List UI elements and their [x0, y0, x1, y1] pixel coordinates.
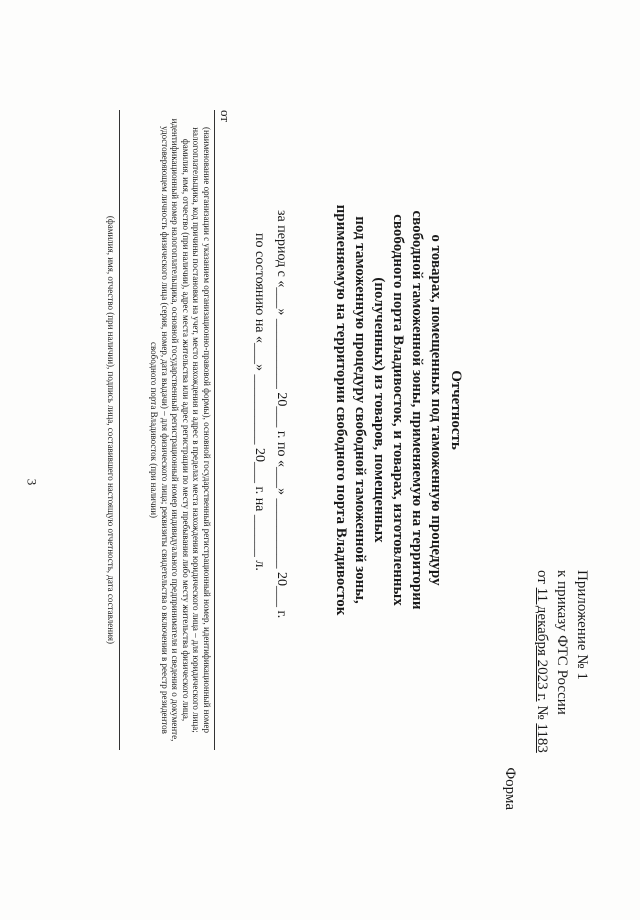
annex-header [532, 570, 592, 800]
title-line-2: о товарах, помещенных под таможенную процедуру [428, 234, 444, 586]
annex-order-number: 1183 [534, 723, 550, 753]
report-title [331, 130, 465, 690]
title-line-1: Отчетность [448, 370, 464, 450]
annex-order-prefix: от [534, 570, 550, 588]
annex-order-mid: № [534, 701, 550, 724]
period-row-2: по состоянию на «___» __________ 20___ г. на ______ л. [252, 233, 267, 571]
from-label: от [218, 110, 233, 126]
annex-line-1: Приложение № 1 [574, 570, 590, 680]
rotated-form-sheet [40, 90, 600, 830]
period-block [248, 210, 292, 630]
from-caption: (наименование организации с указанием организационно-правовой формы), основной государственный регистрационный номер, идентификационный номер налогоплательщика, код причины постановки на учет, место нахождения и адрес в пределах места нахождения юридического лица – для юридического лица; фамилия, имя, отчество (при наличии), адрес места жительства или адрес регистрации по месту пребывания либо месту жительства физического лица, идентификационный номер налогоплательщика, основной государственный регистрационный номер индивидуального предпринимателя и сведения о документе, удостоверяющем личность физического лица (серия, номер, дата выдачи) – для физического лица; реквизиты свидетельства о включении в реестр резидентов свободного порта Владивосток (при наличии) [149, 118, 212, 742]
title-line-4: свободного порта Владивосток, и товарах, изготовленных [390, 214, 406, 606]
annex-order-date: 11 декабря 2023 г. [534, 587, 550, 702]
period-row-1: за период с «___» __________ 20___ г. по «___» __________ 20___ г. [274, 210, 289, 619]
signature-field-line [119, 110, 120, 750]
title-line-7: применяемую на территории свободного порта Владивосток [333, 204, 349, 616]
from-field-line [214, 110, 233, 750]
signature-caption: (фамилия, имя, отчество (при наличии), подпись лица, составившего настоящую отчетность, дата составления) [106, 215, 116, 645]
page-number: 3 [24, 478, 40, 486]
form-label: Форма [502, 767, 518, 810]
from-block [149, 110, 233, 750]
annex-line-2: к приказу ФТС России [554, 570, 570, 715]
title-line-6: под таможенную процедуру свободной таможенной зоны, [352, 216, 368, 604]
annex-order-line [532, 570, 552, 800]
title-line-5: (полученных) из товаров, помещенных [371, 277, 387, 543]
title-line-3: свободной таможенной зоны, применяемую на территории [409, 210, 425, 610]
